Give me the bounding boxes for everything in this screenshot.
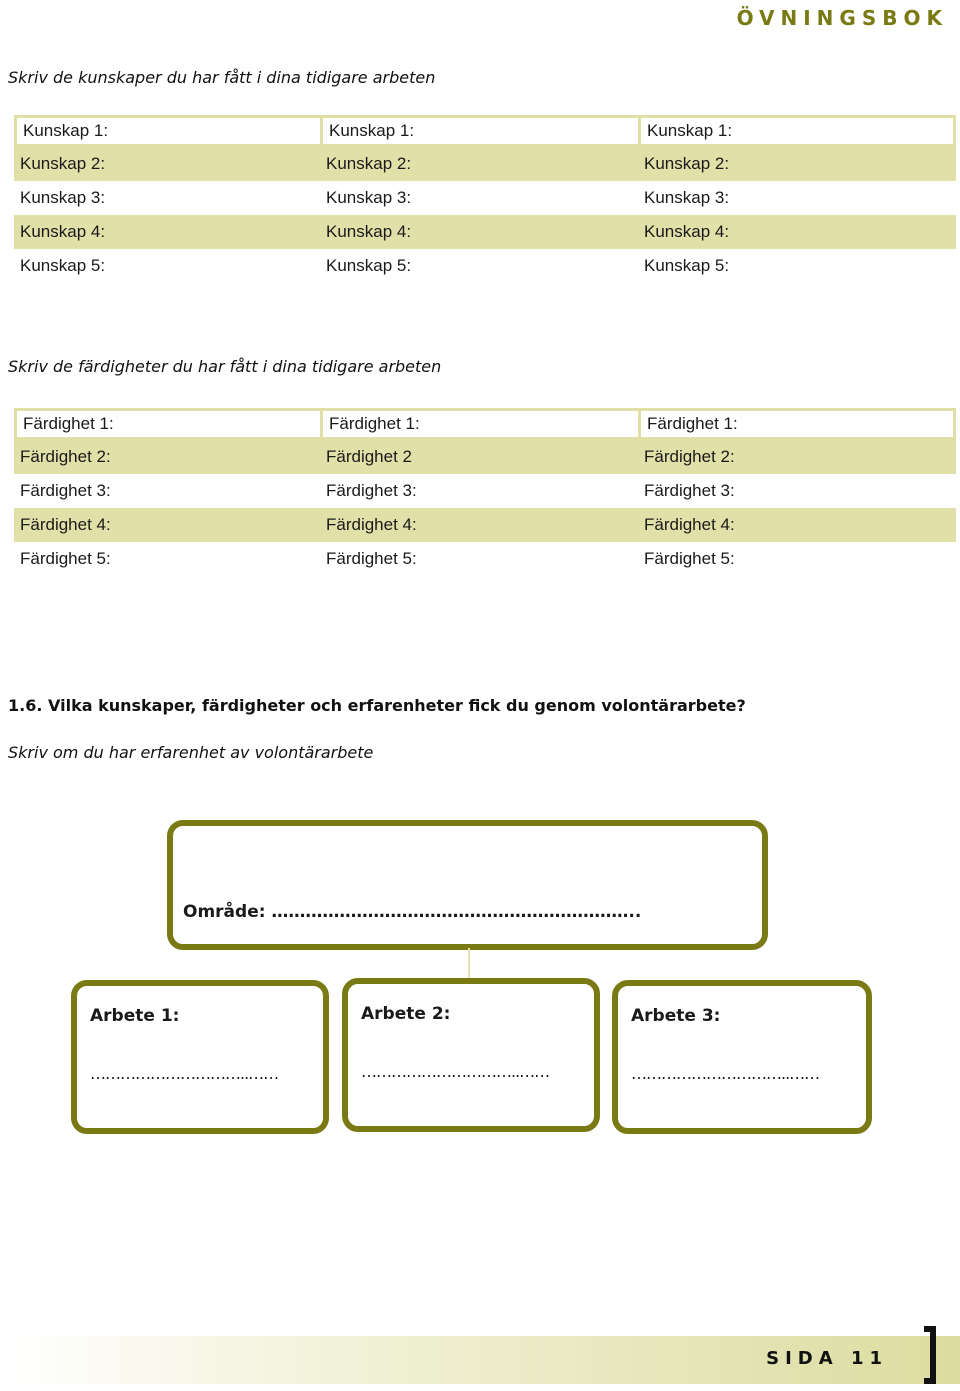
table-cell[interactable]: Färdighet 5: — [326, 549, 417, 568]
table-cell[interactable]: Kunskap 2: — [644, 154, 730, 173]
question-heading: 1.6. Vilka kunskaper, färdigheter och erfarenheter fick du genom volontärarbete? — [8, 696, 746, 715]
table-cell[interactable]: Kunskap 4: — [326, 222, 412, 241]
table-cell[interactable]: Färdighet 1: — [323, 411, 641, 437]
table-cell[interactable]: Färdighet 2 — [326, 447, 412, 466]
work-label: Arbete 3: — [631, 1006, 721, 1026]
kunskaper-table — [14, 115, 956, 283]
work-box-2[interactable] — [342, 978, 600, 1132]
table-row — [14, 115, 956, 147]
table-cell[interactable]: Färdighet 2: — [20, 447, 111, 466]
table-cell[interactable]: Färdighet 3: — [326, 481, 417, 500]
table-cell[interactable]: Kunskap 1: — [647, 121, 733, 140]
document-header-title: ÖVNINGSBOK — [736, 6, 948, 30]
page-number: SIDA 11 — [766, 1348, 888, 1369]
table-row — [14, 147, 956, 181]
table-cell[interactable]: Kunskap 1: — [323, 118, 641, 144]
table-cell[interactable]: Färdighet 3: — [644, 481, 735, 500]
table-row — [14, 181, 956, 215]
connector-line — [468, 948, 470, 982]
table-cell[interactable]: Färdighet 4: — [326, 515, 417, 534]
work-dots: …………………………..…… — [361, 1062, 550, 1081]
table-cell[interactable]: Färdighet 2: — [644, 447, 735, 466]
table-cell[interactable]: Kunskap 4: — [20, 222, 106, 241]
table-cell[interactable]: Färdighet 3: — [20, 481, 111, 500]
table-row — [14, 408, 956, 440]
work-box-1[interactable] — [71, 980, 329, 1134]
work-box-3[interactable] — [612, 980, 872, 1134]
table-cell[interactable]: Färdighet 1: — [17, 411, 323, 437]
area-box[interactable] — [167, 820, 768, 950]
table-cell[interactable]: Kunskap 3: — [20, 188, 106, 207]
table-row — [14, 440, 956, 474]
fardigheter-table — [14, 408, 956, 576]
work-label: Arbete 1: — [90, 1006, 180, 1026]
table-cell[interactable]: Kunskap 3: — [326, 188, 412, 207]
bracket-icon — [924, 1326, 936, 1384]
work-dots: …………………………..…… — [631, 1064, 820, 1083]
table-cell[interactable]: Kunskap 3: — [644, 188, 730, 207]
table-cell[interactable]: Färdighet 4: — [644, 515, 735, 534]
table-row — [14, 508, 956, 542]
table-row — [14, 215, 956, 249]
table-cell[interactable]: Färdighet 1: — [647, 414, 738, 433]
table-cell[interactable]: Kunskap 5: — [326, 256, 412, 275]
fardigheter-instruction: Skriv de färdigheter du har fått i dina tidigare arbeten — [8, 357, 442, 376]
table-row — [14, 542, 956, 576]
table-cell[interactable]: Kunskap 2: — [20, 154, 106, 173]
work-label: Arbete 2: — [361, 1004, 451, 1024]
table-cell[interactable]: Färdighet 5: — [644, 549, 735, 568]
table-cell[interactable]: Kunskap 1: — [17, 118, 323, 144]
table-row — [14, 249, 956, 283]
work-dots: …………………………..…… — [90, 1064, 279, 1083]
table-cell[interactable]: Färdighet 5: — [20, 549, 111, 568]
table-cell[interactable]: Kunskap 2: — [326, 154, 412, 173]
table-cell[interactable]: Kunskap 5: — [20, 256, 106, 275]
table-cell[interactable]: Kunskap 5: — [644, 256, 730, 275]
table-cell[interactable]: Kunskap 4: — [644, 222, 730, 241]
table-cell[interactable]: Färdighet 4: — [20, 515, 111, 534]
table-row — [14, 474, 956, 508]
kunskaper-instruction: Skriv de kunskaper du har fått i dina tidigare arbeten — [8, 68, 436, 87]
volunteer-instruction: Skriv om du har erfarenhet av volontärarbete — [8, 743, 374, 762]
area-label: Område: ……………………………………………………….. — [183, 902, 642, 922]
